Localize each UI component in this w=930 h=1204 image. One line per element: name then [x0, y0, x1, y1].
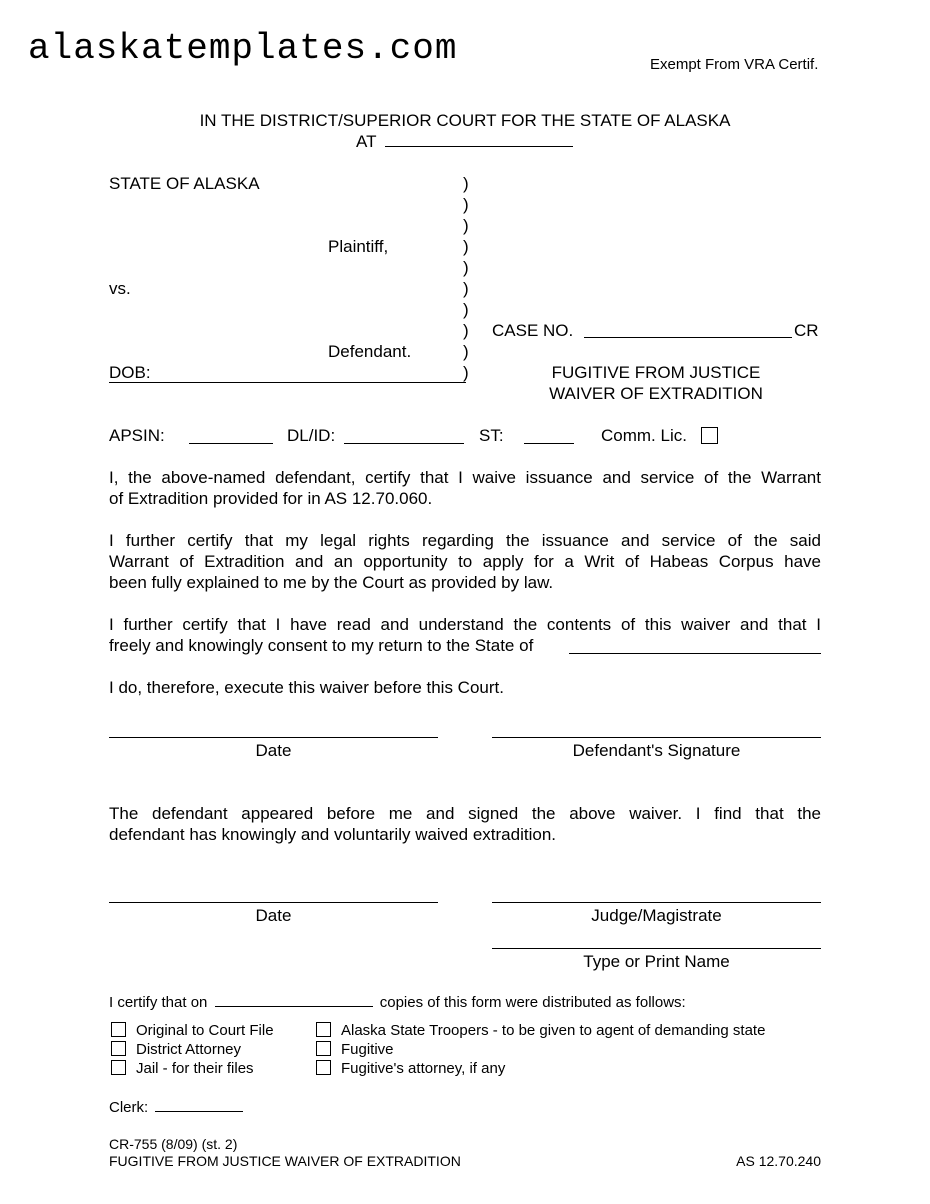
paragraph-line: Warrant of Extradition and an opportunity to apply for a Writ of Habeas Corpus have: [109, 552, 821, 571]
waiver-paragraph-4: I do, therefore, execute this waiver before this Court.: [109, 678, 504, 697]
paragraph-line: I further certify that I have read and understand the contents of this waiver and that I: [109, 615, 821, 634]
date-line-1[interactable]: [109, 737, 438, 738]
paragraph-line: I further certify that my legal rights regarding the issuance and service of the said: [109, 531, 821, 550]
caption-paren: ): [463, 258, 469, 277]
dlid-label: DL/ID:: [287, 426, 336, 445]
waiver-paragraph-2: [109, 530, 821, 593]
judge-label: Judge/Magistrate: [591, 906, 722, 925]
distribution-date-blank[interactable]: [215, 993, 373, 1007]
paragraph-line: been fully explained to me by the Court as provided by law.: [109, 573, 554, 592]
copy-item-label: Alaska State Troopers - to be given to agent of demanding state: [341, 1022, 766, 1039]
date-line-2[interactable]: [109, 902, 438, 903]
defendant-signature-label: Defendant's Signature: [572, 741, 741, 760]
paragraph-line: of Extradition provided for in AS 12.70.060.: [109, 489, 433, 508]
site-watermark: alaskatemplates.com: [28, 28, 458, 69]
date-label-1: Date: [255, 741, 292, 760]
copy-checkbox[interactable]: [111, 1060, 126, 1075]
apsin-blank[interactable]: [189, 443, 273, 444]
court-at-label: AT: [356, 132, 377, 151]
court-location: [356, 131, 573, 152]
caption-paren: ): [463, 174, 469, 193]
print-name-label: Type or Print Name: [583, 952, 730, 971]
state-label: ST:: [479, 426, 504, 445]
paragraph-line: The defendant appeared before me and signed the above waiver. I find that the: [109, 804, 821, 823]
waiver-paragraph-3: [109, 614, 821, 656]
clerk-label: Clerk:: [109, 1099, 149, 1116]
dob-label: DOB:: [109, 363, 151, 382]
copy-item-label: District Attorney: [136, 1041, 242, 1058]
caption-paren: ): [463, 279, 469, 298]
statute-reference: AS 12.70.240: [736, 1153, 821, 1169]
copy-item-label: Original to Court File: [136, 1022, 274, 1039]
copy-item-label: Fugitive: [341, 1041, 394, 1058]
copy-checkbox[interactable]: [111, 1022, 126, 1037]
form-name: FUGITIVE FROM JUSTICE WAIVER OF EXTRADITION: [109, 1153, 461, 1169]
comm-lic-checkbox[interactable]: [701, 427, 718, 444]
waiver-paragraph-1: [109, 467, 821, 509]
versus-label: vs.: [109, 279, 131, 298]
defendant-signature-line[interactable]: [492, 737, 821, 738]
certify-suffix: copies of this form were distributed as follows:: [379, 994, 686, 1011]
caption-paren: ): [463, 195, 469, 214]
clerk-field: [109, 1098, 243, 1117]
judge-finding-paragraph: [109, 803, 821, 845]
paragraph-line: I, the above-named defendant, certify that I waive issuance and service of the Warrant: [109, 468, 821, 487]
dlid-blank[interactable]: [344, 443, 464, 444]
form-code: CR-755 (8/09) (st. 2): [109, 1136, 238, 1152]
court-heading: IN THE DISTRICT/SUPERIOR COURT FOR THE STATE OF ALASKA: [199, 111, 731, 130]
date-label-2: Date: [255, 906, 292, 925]
paragraph-line: defendant has knowingly and voluntarily waived extradition.: [109, 825, 556, 844]
copy-checkbox[interactable]: [316, 1060, 331, 1075]
exempt-note: Exempt From VRA Certif.: [650, 56, 819, 73]
dob-underline[interactable]: [109, 382, 466, 383]
caption-paren: ): [463, 363, 469, 382]
plaintiff-label: Plaintiff,: [328, 237, 389, 256]
apsin-label: APSIN:: [109, 426, 165, 445]
caption-paren: ): [463, 237, 469, 256]
copy-checkbox[interactable]: [316, 1022, 331, 1037]
copy-item-label: Fugitive's attorney, if any: [341, 1060, 506, 1077]
return-state-blank[interactable]: [569, 653, 821, 654]
form-title-line1: FUGITIVE FROM JUSTICE: [551, 363, 761, 382]
clerk-blank[interactable]: [155, 1098, 243, 1112]
copy-checkbox[interactable]: [111, 1041, 126, 1056]
paragraph-line: freely and knowingly consent to my return to the State of: [109, 636, 534, 655]
caption-paren: ): [463, 216, 469, 235]
case-suffix: CR: [794, 321, 819, 340]
copy-item-label: Jail - for their files: [136, 1060, 254, 1077]
caption-paren: ): [463, 321, 469, 340]
print-name-line[interactable]: [492, 948, 821, 949]
state-blank[interactable]: [524, 443, 574, 444]
form-title-line2: WAIVER OF EXTRADITION: [549, 384, 763, 403]
distribution-certify: [109, 993, 686, 1012]
court-location-blank[interactable]: [385, 131, 573, 147]
certify-prefix: I certify that on: [109, 994, 208, 1011]
caption-paren: ): [463, 300, 469, 319]
case-number-blank[interactable]: [584, 337, 792, 338]
plaintiff-name: STATE OF ALASKA: [109, 174, 260, 193]
judge-signature-line[interactable]: [492, 902, 821, 903]
defendant-label: Defendant.: [328, 342, 412, 361]
caption-paren: ): [463, 342, 469, 361]
copy-checkbox[interactable]: [316, 1041, 331, 1056]
case-number-label: CASE NO.: [492, 321, 574, 340]
comm-lic-label: Comm. Lic.: [601, 426, 687, 445]
